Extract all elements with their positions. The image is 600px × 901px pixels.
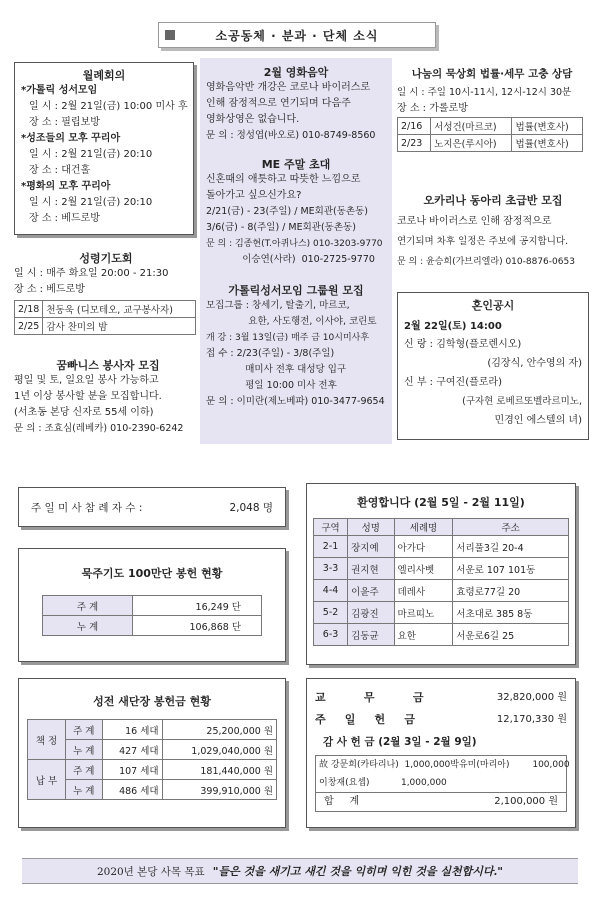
table-cell: 106,868 단 xyxy=(133,616,262,636)
table-cell: 2/23 xyxy=(398,135,431,152)
text-line: 2/21(금) - 23(주일) / ME회관(동촌동) xyxy=(206,206,368,217)
table-cell: 3-3 xyxy=(314,558,348,580)
text-line: 신혼때의 애틋하고 따뜻한 느낌으로 xyxy=(206,174,361,185)
shrine-title: 성전 새단장 봉헌금 현황 xyxy=(93,695,211,708)
table-cell: 16 세대 xyxy=(102,720,162,740)
monthly-meeting-box xyxy=(14,62,194,235)
table-row xyxy=(398,135,583,152)
text-line: 연기되며 차후 일정은 주보에 공지합니다. xyxy=(397,236,569,247)
table-row xyxy=(43,616,262,636)
table-cell: 399,910,000 원 xyxy=(162,780,276,800)
table-cell: 6-3 xyxy=(314,624,348,646)
attendance-label: 주 일 미 사 참 례 자 수 : xyxy=(31,501,143,514)
spirit-table xyxy=(14,300,196,335)
consult-place: 장 소 : 가롤로방 xyxy=(397,103,468,114)
table-row xyxy=(15,301,196,318)
rosary-box xyxy=(18,548,286,662)
donor-row xyxy=(316,756,570,774)
text-line: 매미사 전후 대성당 입구 xyxy=(206,364,347,375)
spirit-time: 일 시 : 매주 화요일 20:00 - 21:30 xyxy=(14,268,169,279)
footer-prefix: 2020년 본당 사목 목표 xyxy=(96,865,205,878)
group-date: 일 시 : 2월 21일(금) 20:10 xyxy=(29,149,153,160)
rosary-title: 묵주기도 100만단 봉헌 현황 xyxy=(81,567,223,580)
text-line: 1년 이상 봉사할 분을 모집합니다. xyxy=(14,391,162,402)
text-line: 모집그룹 : 창세기, 탈출기, 마르코, xyxy=(206,300,350,311)
table-cell: 107 세대 xyxy=(102,760,162,780)
juil-value: 12,170,330 원 xyxy=(496,714,567,725)
donor-list xyxy=(315,755,570,812)
table-cell: 주 계 xyxy=(66,720,103,740)
table-cell: 요한 xyxy=(394,624,453,646)
table-cell: 김동균 xyxy=(348,624,394,646)
section-title: 소공동체 · 분과 · 단체 소식 xyxy=(215,28,379,43)
group-date: 일 시 : 2월 21일(금) 10:00 미사 후 xyxy=(29,101,188,112)
text-line: 문 의 : 윤승희(가브리엘라) 010-8876-0653 xyxy=(397,257,575,267)
section-header xyxy=(158,22,436,48)
table-cell: 장지예 xyxy=(348,536,394,558)
text-line: 이승연(사라) 010-2725-9770 xyxy=(206,254,375,265)
welcome-table xyxy=(313,518,569,646)
shrine-box xyxy=(18,678,286,828)
group-place: 장 소 : 필립보방 xyxy=(29,117,100,128)
welcome-title: 환영합니다 (2월 5일 - 2월 11일) xyxy=(357,496,525,509)
footer-banner xyxy=(22,858,578,884)
table-header: 성명 xyxy=(348,519,394,536)
table-cell: 김광진 xyxy=(348,602,394,624)
table-cell: 이윤주 xyxy=(348,580,394,602)
text-line: 인해 잠정적으로 연기되며 다음주 xyxy=(206,98,351,109)
table-row xyxy=(314,536,569,558)
text-line: 돌아가고 싶으신가요? xyxy=(206,190,302,201)
text-line: 영화상영은 없습니다. xyxy=(206,114,300,125)
volunteer-section xyxy=(14,357,202,437)
text-line: 문 의 : 이미란(제노베파) 010-3477-9654 xyxy=(206,396,385,407)
table-cell: 2/16 xyxy=(398,118,431,135)
table-cell: 주 계 xyxy=(66,760,103,780)
consult-time: 일 시 : 주일 10시-11시, 12시-12시 30분 xyxy=(397,87,572,98)
table-cell: 책 정 xyxy=(28,720,66,760)
group-name: *평화의 모후 꾸리아 xyxy=(21,181,111,192)
bride-parents: 민경인 에스텔의 녀) xyxy=(494,415,582,426)
consult-title: 나눔의 묵상회 법률·세무 고충 상담 xyxy=(411,68,573,80)
welcome-box xyxy=(306,483,576,665)
table-row xyxy=(398,118,583,135)
table-row xyxy=(314,602,569,624)
footer-motto: "들은 것을 새기고 새긴 것을 익히며 익힌 것을 실천합시다." xyxy=(212,865,504,878)
wedding-box xyxy=(397,292,589,440)
bride: 신 부 : 구여진(플로라) xyxy=(404,377,502,388)
table-cell: 데레사 xyxy=(394,580,453,602)
movie-title: 2월 영화음악 xyxy=(263,66,329,79)
table-cell: 마르띠노 xyxy=(394,602,453,624)
table-cell: 1,029,040,000 원 xyxy=(162,740,276,760)
text-line: 문 의 : 조효심(레베카) 010-2390-6242 xyxy=(14,423,184,434)
table-cell: 감사 찬미의 밤 xyxy=(43,318,196,335)
text-line: 개 강 : 3월 13일(금) 매주 금 10시미사후 xyxy=(206,333,370,343)
table-row xyxy=(28,760,277,780)
consult-table xyxy=(397,117,583,152)
thanks-title: 감 사 헌 금 (2월 3일 - 2월 9일) xyxy=(323,736,477,748)
ocarina-section xyxy=(397,192,589,272)
table-cell: 2-1 xyxy=(314,536,348,558)
wedding-date: 2월 22일(토) 14:00 xyxy=(404,321,502,332)
total-label: 합 계 xyxy=(324,796,360,807)
table-header: 구역 xyxy=(314,519,348,536)
groom-parents: (김장식, 안수영의 자) xyxy=(487,358,582,369)
kyomu-label: 교 무 금 xyxy=(315,691,424,704)
group-name: *성조들의 모후 꾸리아 xyxy=(21,133,121,144)
table-row xyxy=(28,720,277,740)
text-line: 문 의 : 정성엽(바오로) 010-8749-8560 xyxy=(206,130,376,141)
table-cell: 4-4 xyxy=(314,580,348,602)
table-cell: 권지현 xyxy=(348,558,394,580)
table-row xyxy=(314,558,569,580)
text-line: 평일 및 토, 일요일 봉사 가능하고 xyxy=(14,375,159,386)
wedding-title: 혼인공시 xyxy=(471,299,515,312)
ocarina-title: 오카리나 동아리 초급반 모집 xyxy=(423,194,563,207)
table-row xyxy=(314,624,569,646)
table-cell: 납 부 xyxy=(28,760,66,800)
monthly-title: 월례회의 xyxy=(82,69,126,82)
group-place: 장 소 : 대건홀 xyxy=(29,165,91,176)
text-line: 접 수 : 2/23(주일) - 3/8(주일) xyxy=(206,348,335,359)
finance-box xyxy=(306,678,576,828)
text-line: (서초동 본당 신자로 55세 이하) xyxy=(14,407,154,418)
kyomu-value: 32,820,000 원 xyxy=(496,692,567,703)
table-cell: 아가다 xyxy=(394,536,453,558)
table-cell: 주 계 xyxy=(43,596,133,616)
table-cell: 누 계 xyxy=(43,616,133,636)
total-row xyxy=(316,792,566,811)
table-cell: 25,200,000 원 xyxy=(162,720,276,740)
text-line: 코로나 바이러스로 인해 잠정적으로 xyxy=(397,216,552,227)
table-header: 세례명 xyxy=(394,519,453,536)
text-line: 요한, 사도행전, 이사야, 코린토 xyxy=(206,316,377,327)
square-bullet-icon xyxy=(165,30,175,40)
middle-column xyxy=(200,58,392,444)
table-cell: 엘리사벳 xyxy=(394,558,453,580)
text-line: 문 의 : 김종현(T.아퀴나스) 010-3203-9770 xyxy=(206,239,383,249)
donor: 故 강문희(카타리나) 1,000,000 xyxy=(319,760,451,770)
table-cell: 서운로6길 25 xyxy=(453,624,569,646)
table-header-row xyxy=(314,519,569,536)
table-cell: 노지은(루시아) xyxy=(431,135,512,152)
kyomu-row xyxy=(315,687,567,709)
table-cell: 법률(변호사) xyxy=(512,118,583,135)
spirit-place: 장 소 : 베드로방 xyxy=(14,284,85,295)
consult-section xyxy=(397,66,587,152)
table-cell: 누 계 xyxy=(66,780,103,800)
table-cell: 16,249 단 xyxy=(133,596,262,616)
table-cell: 법률(변호사) xyxy=(512,135,583,152)
juil-label: 주 일 헌 금 xyxy=(315,713,415,726)
group-date: 일 시 : 2월 21일(금) 20:10 xyxy=(29,197,153,208)
table-cell: 서성건(마르코) xyxy=(431,118,512,135)
text-line: 3/6(금) - 8(주일) / ME회관(동촌동) xyxy=(206,222,356,233)
bible-title: 가톨릭성서모임 그룹원 모집 xyxy=(228,284,364,297)
table-row xyxy=(43,596,262,616)
total-value: 2,100,000 원 xyxy=(494,796,558,807)
table-header: 주소 xyxy=(453,519,569,536)
text-line: 평일 10:00 미사 전후 xyxy=(206,380,337,391)
table-row xyxy=(314,580,569,602)
spirit-prayer-section xyxy=(14,250,198,335)
text-line: 영화음악반 개강은 코로나 바이러스로 xyxy=(206,82,371,93)
table-cell: 천동욱 (디모테오, 교구봉사자) xyxy=(43,301,196,318)
juil-row xyxy=(315,709,567,731)
table-row xyxy=(28,740,277,760)
table-row xyxy=(28,780,277,800)
table-cell: 2/25 xyxy=(15,318,43,335)
table-cell: 181,440,000 원 xyxy=(162,760,276,780)
volunteer-title: 꿈빠니스 봉사자 모집 xyxy=(56,359,160,372)
table-cell: 효령로77길 20 xyxy=(453,580,569,602)
table-cell: 서리풀3길 20-4 xyxy=(453,536,569,558)
table-cell: 누 계 xyxy=(66,740,103,760)
table-cell: 서초대로 385 8동 xyxy=(453,602,569,624)
donor: 박유미(마리아) 100,000 xyxy=(450,760,570,770)
table-cell: 5-2 xyxy=(314,602,348,624)
attendance-box xyxy=(18,487,286,527)
attendance-value: 2,048 명 xyxy=(229,501,273,514)
bride-parents: (구자현 로베르또벨라르미노, xyxy=(462,396,582,407)
table-row xyxy=(15,318,196,335)
table-cell: 서운로 107 101동 xyxy=(453,558,569,580)
group-place: 장 소 : 베드로방 xyxy=(29,213,100,224)
groom: 신 랑 : 김학형(플로렌시오) xyxy=(404,339,522,350)
rosary-table xyxy=(42,595,262,636)
table-cell: 486 세대 xyxy=(102,780,162,800)
group-name: *가톨릭 성서모임 xyxy=(21,85,98,96)
table-cell: 427 세대 xyxy=(102,740,162,760)
table-cell: 2/18 xyxy=(15,301,43,318)
donor: 이창재(요셉) 1,000,000 xyxy=(319,778,447,788)
spirit-title: 성령기도회 xyxy=(79,252,133,265)
donor-row xyxy=(316,774,566,792)
me-title: ME 주말 초대 xyxy=(261,158,331,171)
shrine-table xyxy=(27,719,277,800)
